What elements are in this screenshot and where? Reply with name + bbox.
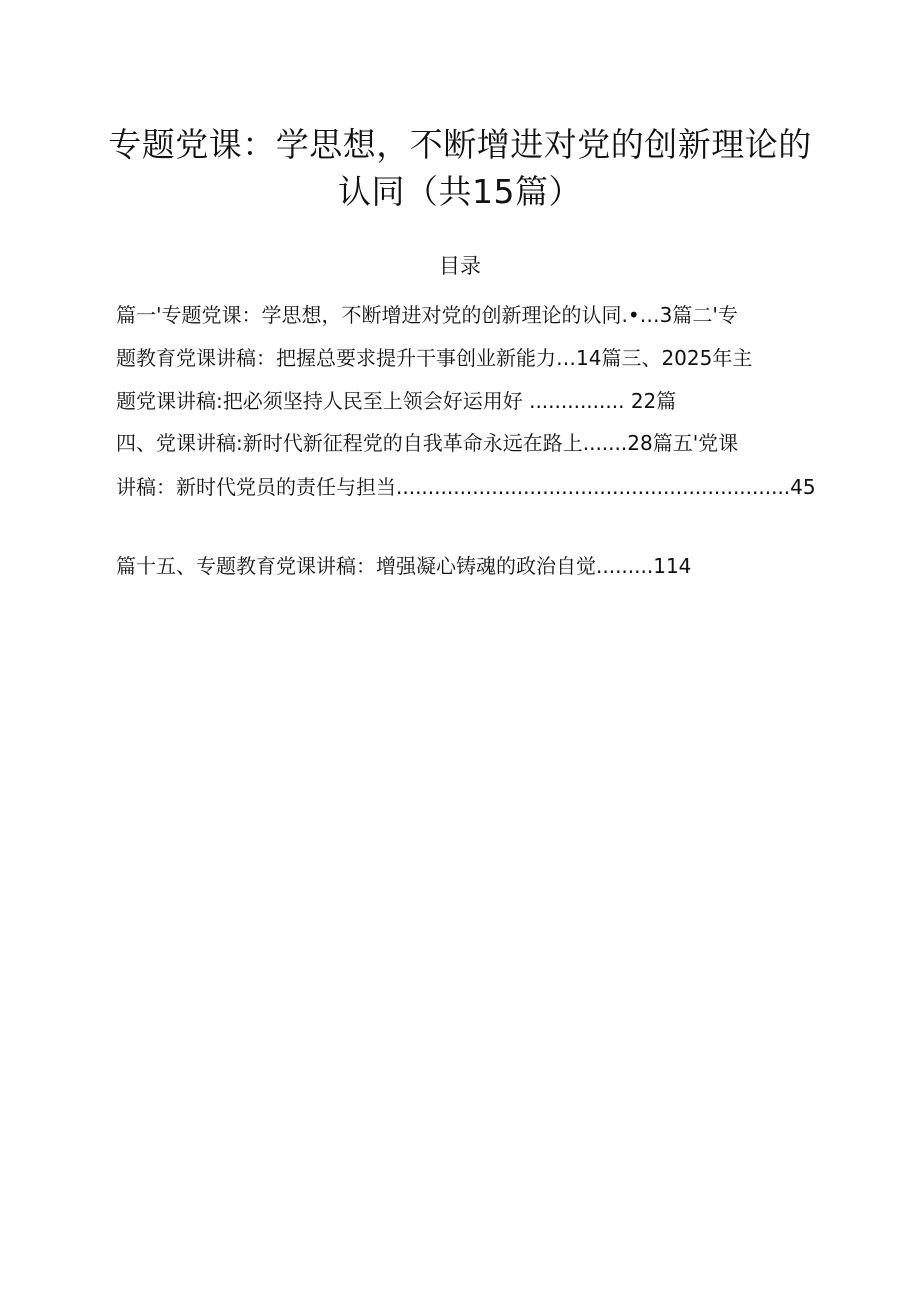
toc-heading: 目录 [439, 254, 481, 278]
toc-line: 题党课讲稿:把必须坚持人民至上领会好运用好 ............... 22篇 [116, 389, 677, 413]
toc-line: 篇十五、专题教育党课讲稿：增强凝心铸魂的政治自觉.........114 [116, 554, 692, 578]
document-title-line-1: 专题党课：学思想，不断增进对党的创新理论的 [108, 125, 812, 164]
document-title-line-2: 认同（共15篇） [338, 172, 582, 211]
toc-line: 四、党课讲稿:新时代新征程党的自我革命永远在路上.......28篇五'党课 [116, 431, 739, 455]
toc-line: 讲稿：新时代党员的责任与担当..............................................................45 [116, 475, 816, 499]
toc-line: 题教育党课讲稿：把握总要求提升干事创业新能力…14篇三、2025年主 [116, 346, 753, 370]
toc-line: 篇一'专题党课：学思想，不断增进对党的创新理论的认同.•…3篇二'专 [116, 303, 738, 327]
